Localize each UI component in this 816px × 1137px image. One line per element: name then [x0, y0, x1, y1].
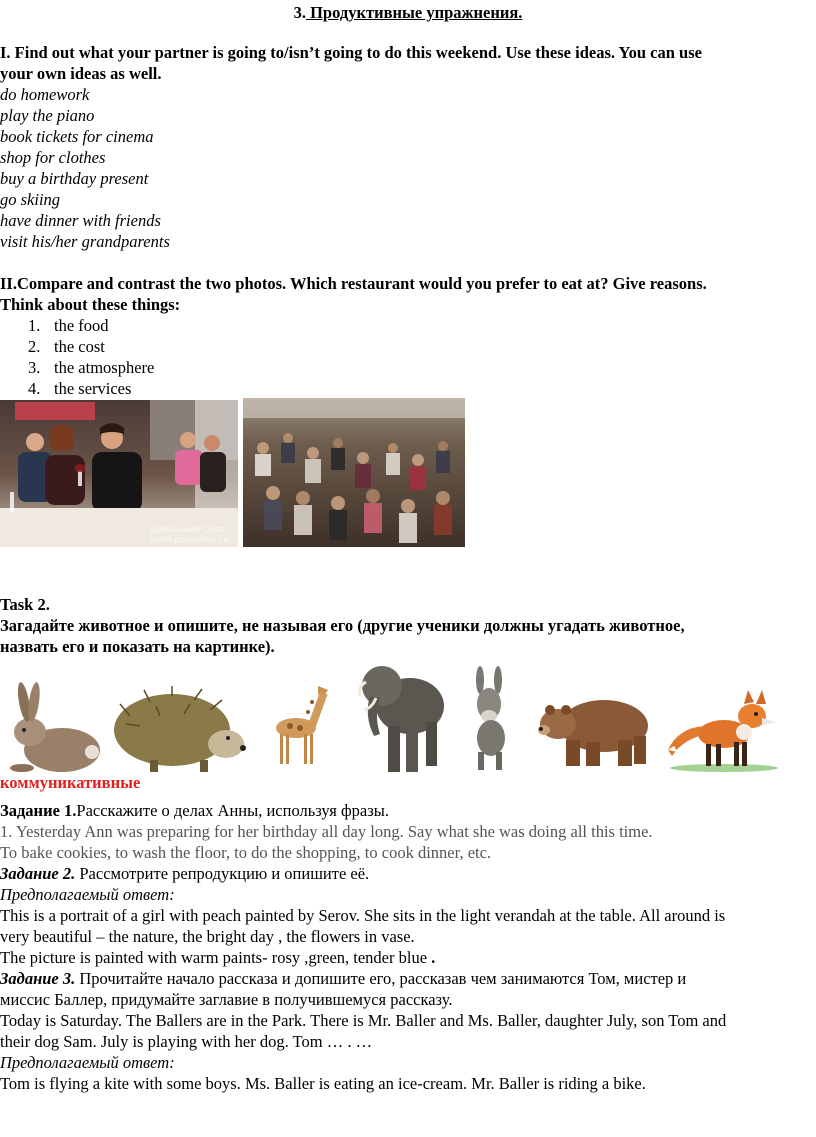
bear-image [536, 690, 656, 770]
zadanie2-answer-line1: This is a portrait of a girl with peach painted by Serov. She sits in the light verandah at the table. All around is [0, 906, 726, 925]
idea-item: go skiing [0, 190, 61, 209]
idea-item: shop for clothes [0, 148, 106, 167]
task2-title: Task 2. [0, 595, 50, 614]
zadanie3-story-line1: Today is Saturday. The Ballers are in the Park. There is Mr. Baller and Ms. Baller, daughter July, son Tom and [0, 1011, 727, 1030]
section-number: 3. [293, 3, 306, 22]
list-text: the cost [54, 337, 105, 356]
zadanie3-answer: Tom is flying a kite with some boys. Ms. Baller is eating an ice-cream. Mr. Baller is riding a bike. [0, 1074, 646, 1093]
list-item [28, 315, 109, 336]
section-title-text: Продуктивные упражнения. [305, 3, 523, 22]
zadanie3-text-line2: миссис Баллер, придумайте заглавие в получившемуся рассказу. [0, 990, 453, 1009]
list-number: 1. [28, 316, 41, 335]
zadanie1-line2: To bake cookies, to wash the floor, to do the shopping, to cook dinner, etc. [0, 843, 492, 862]
exercise1-heading-line1: I. Find out what your partner is going to/isn’t going to do this weekend. Use these ideas. You can use [0, 43, 702, 62]
list-text: the services [54, 379, 132, 398]
idea-item: buy a birthday present [0, 169, 149, 188]
watermark-line2: www.pcoachus.ru [150, 535, 230, 545]
idea-item: book tickets for cinema [0, 127, 154, 146]
list-number: 4. [28, 379, 41, 398]
zadanie2-label: Задание 2. [0, 864, 76, 883]
restaurant-photo-elegant-image [0, 400, 238, 547]
task2-instruction-line2: назвать его и показать на картинке). [0, 637, 275, 656]
zadanie2-answer-line2: very beautiful – the nature, the bright day , the flowers in vase. [0, 927, 415, 946]
zadanie2-answer-dot: . [427, 948, 436, 967]
zadanie3-answer-label: Предполагаемый ответ: [0, 1053, 175, 1072]
exercise2-heading-line1: II.Compare and contrast the two photos. Which restaurant would you prefer to eat at? Give reasons. [0, 274, 707, 293]
exercise1-heading-line2: your own ideas as well. [0, 64, 162, 83]
idea-item: visit his/her grandparents [0, 232, 170, 251]
zadanie2-line [0, 863, 369, 884]
zadanie3-label: Задание 3. [0, 969, 76, 988]
list-item [28, 357, 154, 378]
list-item [28, 336, 105, 357]
list-number: 2. [28, 337, 41, 356]
communicative-label: коммуникативные [0, 773, 141, 792]
donkey-image [466, 666, 516, 772]
exercise2-heading-line2: Think about these things: [0, 295, 181, 314]
zadanie1-text: Расскажите о делах Анны, используя фразы. [76, 801, 389, 820]
zadanie2-answer-line3: The picture is painted with warm paints- rosy ,green, tender blue [0, 948, 428, 967]
list-text: the food [54, 316, 109, 335]
watermark-line1: Домашний Очаг [150, 525, 227, 535]
zadanie3-story-line2: their dog Sam. July is playing with her dog. Tom … . … [0, 1032, 373, 1051]
zadanie1-line [0, 800, 389, 821]
idea-item: play the piano [0, 106, 95, 125]
idea-item: do homework [0, 85, 90, 104]
zadanie2-answer-label: Предполагаемый ответ: [0, 885, 175, 904]
zadanie2-text: Рассмотрите репродукцию и опишите её. [75, 864, 370, 883]
restaurant-photo-elegant [0, 400, 238, 547]
list-number: 3. [28, 358, 41, 377]
section-title [0, 2, 816, 23]
hedgehog-image [110, 686, 248, 774]
restaurant-photo-crowded-image [243, 398, 465, 547]
zadanie1-label: Задание 1. [0, 801, 77, 820]
zadanie2-answer-line3-wrap [0, 947, 435, 968]
list-text: the atmosphere [54, 358, 155, 377]
elephant-image [356, 656, 448, 776]
list-item [28, 378, 131, 399]
idea-item: have dinner with friends [0, 211, 161, 230]
zadanie3-line [0, 968, 686, 989]
zadanie3-text-line1: Прочитайте начало рассказа и допишите его, рассказав чем занимаются Том, мистер и [75, 969, 687, 988]
rabbit-image [2, 682, 106, 777]
giraffe-image [270, 682, 340, 767]
zadanie1-line1: 1. Yesterday Ann was preparing for her birthday all day long. Say what she was doing all this time. [0, 822, 653, 841]
fox-image [664, 688, 780, 772]
task2-instruction-line1: Загадайте животное и опишите, не называя его (другие ученики должны угадать животное, [0, 616, 685, 635]
restaurant-photo-crowded [243, 398, 465, 547]
